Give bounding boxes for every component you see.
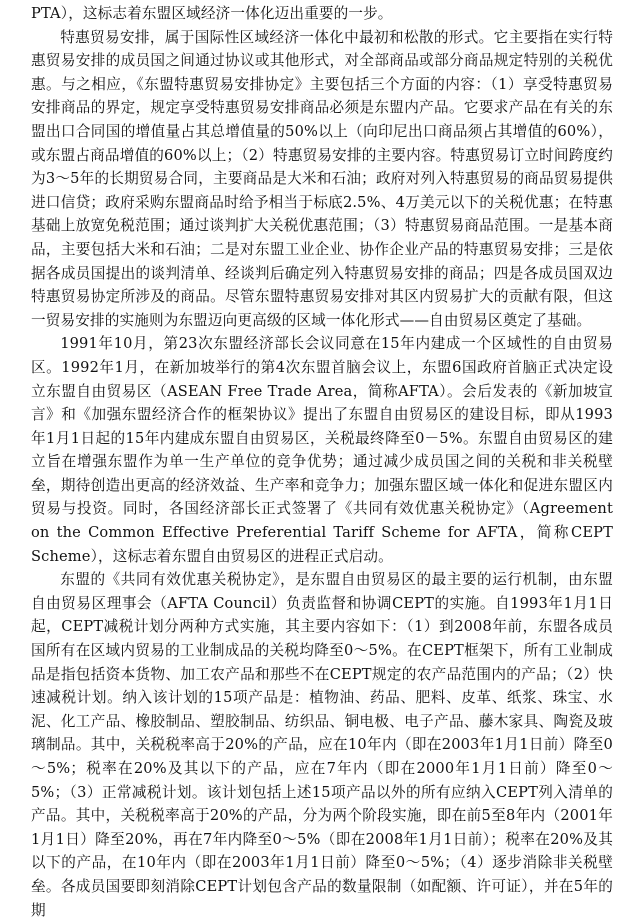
paragraph-cept-scheme: 东盟的《共同有效优惠关税协定》，是东盟自由贸易区的最主要的运行机制，由东盟自由贸易区理事会（AFTA Council）负责监督和协调CEPT的实施。自1993年1月1日起，CEPT减税计划分两种方式实施，其主要内容如下：（1）到2008年前，东盟各成员国所有在区域内贸易的工业制成品的关税均降至0～5%。在CEPT框架下，所有工业制成品是指包括资本货物、加工农产品和那些不在CEPT规定的农产品范围内的产品；（2）快速减税计划。纳入该计划的15项产品是：植物油、药品、肥料、皮革、纸浆、珠宝、水泥、化工产品、橡胶制品、塑胶制品、纺织品、铜电极、电子产品、藤木家具、陶瓷及玻璃制品。其中，关税税率高于20%的产品，应在10年内（即在2003年1月1日前）降至0～5%；税率在20%及其以下的产品，应在7年内（即在2000年1月1日前）降至0～5%；（3）正常减税计划。该计划包括上述15项产品以外的所有应纳入CEPT列入清单的产品。其中，关税税率高于20%的产品，分为两个阶段实施，即在前5至8年内（2001年1月1日）降至20%，再在7年内降至0～5%（即在2008年1月1日前）；税率在20%及其以下的产品，在10年内（即在2003年1月1日前）降至0～5%；（4）逐步消除非关税壁垒。各成员国要即刻消除CEPT计划包含产品的数量限制（如配额、许可证），并在5年的期 [31, 571, 613, 919]
paragraph-preferential-trade: 特惠贸易安排，属于国际性区域经济一体化中最初和松散的形式。它主要指在实行特惠贸易安排的成员国之间通过协议或其他形式，对全部商品或部分商品规定特别的关税优惠。与之相应，《东盟特惠贸易安排协定》主要包括三个方面的内容：（1）享受特惠贸易安排商品的界定，规定享受特惠贸易安排商品必须是东盟内产品。它要求产品在有关的东盟出口合同国的增值量占其总增值量的50%以上（向印尼出口商品须占其增值的60%），或东盟占商品增值的60%以上；（2）特惠贸易安排的主要内容。特惠贸易订立时间跨度约为3～5年的长期贸易合同，主要商品是大米和石油；政府对列入特惠贸易的商品贸易提供进口信贷；政府采购东盟商品时给予相当于标底2.5%、4万美元以下的关税优惠；在特惠基础上放宽免税范围；通过谈判扩大关税优惠范围；（3）特惠贸易商品范围。一是基本商品，主要包括大米和石油；二是对东盟工业企业、协作企业产品的特惠贸易安排；三是依据各成员国提出的谈判清单、经谈判后确定列入特惠贸易安排的商品；四是各成员国双边特惠贸易协定所涉及的商品。尽管东盟特惠贸易安排对其区内贸易扩大的贡献有限，但这一贸易安排的实施则为东盟迈向更高级的区域一体化形式——自由贸易区奠定了基础。 [31, 28, 613, 329]
paragraph-continuation: PTA），这标志着东盟区域经济一体化迈出重要的一步。 [31, 5, 393, 22]
paragraph-afta-founding: 1991年10月，第23次东盟经济部长会议同意在15年内建成一个区域性的自由贸易区。1992年1月，在新加坡举行的第4次东盟首脑会议上，东盟6国政府首脑正式决定设立东盟自由贸易区（ASEAN Free Trade Area，简称AFTA）。会后发表的《新加坡宣言》和《加强东盟经济合作的框架协议》提出了东盟自由贸易区的建设目标，即从1993年1月1日起的15年内建成东盟自由贸易区，关税最终降至0－5%。东盟自由贸易区的建立旨在增强东盟作为单一生产单位的竞争优势；通过减少成员国之间的关税和非关税壁垒，期待创造出更高的经济效益、生产率和竞争力；加强东盟区域一体化和促进东盟区内贸易与投资。同时，各国经济部长正式签署了《共同有效优惠关税协定》（Agreement on the Common Effective Preferential Tariff Scheme for AFTA，简称CEPT Scheme），这标志着东盟自由贸易区的进程正式启动。 [31, 335, 613, 565]
